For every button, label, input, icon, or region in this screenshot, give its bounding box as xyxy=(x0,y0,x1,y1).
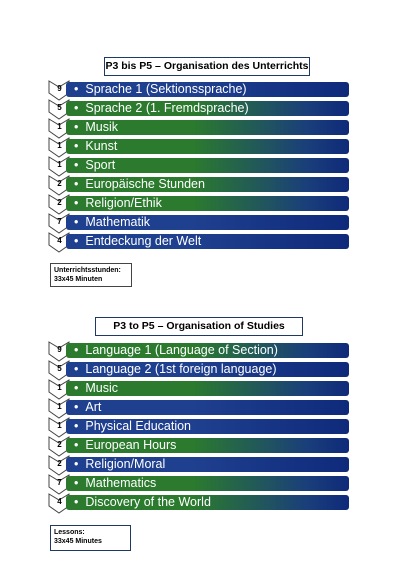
german-lesson-note xyxy=(50,263,132,287)
english-lesson-note xyxy=(50,525,131,551)
hours-number: 4 xyxy=(57,497,62,506)
subject-bar xyxy=(66,120,349,135)
hours-number: 7 xyxy=(57,478,62,487)
hours-number: 5 xyxy=(57,103,62,112)
hours-number: 1 xyxy=(57,421,62,430)
english-note-line2: 33x45 Minutes xyxy=(54,538,102,545)
hours-number: 2 xyxy=(57,459,62,468)
hours-number: 7 xyxy=(57,217,62,226)
subject-bar xyxy=(66,362,349,377)
bullet-icon: • xyxy=(74,381,79,395)
bullet-icon: • xyxy=(74,234,79,248)
english-note-line1: Lessons: xyxy=(54,529,85,536)
hours-number: 1 xyxy=(57,383,62,392)
subject-label: Europäische Stunden xyxy=(85,177,205,191)
subject-bar xyxy=(66,438,349,453)
subject-label: Music xyxy=(85,381,119,395)
bullet-icon: • xyxy=(74,419,79,433)
hours-number: 4 xyxy=(57,236,62,245)
subject-label: Physical Education xyxy=(85,419,192,433)
subject-bar xyxy=(66,82,349,97)
hours-number: 2 xyxy=(57,440,62,449)
hours-number: 2 xyxy=(57,179,62,188)
hours-number: 9 xyxy=(57,345,62,354)
german-note-line1: Unterrichtsstunden: xyxy=(54,267,121,274)
subject-label: Discovery of the World xyxy=(85,495,211,509)
english-title: P3 to P5 – Organisation of Studies xyxy=(95,317,303,336)
subject-label: Art xyxy=(85,400,102,414)
bullet-icon: • xyxy=(74,196,79,210)
subject-bar xyxy=(66,476,349,491)
subject-bar xyxy=(66,101,349,116)
subject-label: Musik xyxy=(85,120,119,134)
subject-bar xyxy=(66,158,349,173)
subject-label: Kunst xyxy=(85,139,118,153)
bullet-icon: • xyxy=(74,362,79,376)
bullet-icon: • xyxy=(74,82,79,96)
subject-label: Sprache 1 (Sektionssprache) xyxy=(85,82,247,96)
bullet-icon: • xyxy=(74,215,79,229)
bullet-icon: • xyxy=(74,139,79,153)
german-note-line2: 33x45 Minuten xyxy=(54,276,103,283)
bullet-icon: • xyxy=(74,343,79,357)
bullet-icon: • xyxy=(74,400,79,414)
subject-bar xyxy=(66,495,349,510)
hours-number: 1 xyxy=(57,160,62,169)
subject-bar xyxy=(66,139,349,154)
bullet-icon: • xyxy=(74,120,79,134)
bullet-icon: • xyxy=(74,476,79,490)
hours-number: 5 xyxy=(57,364,62,373)
subject-bar xyxy=(66,419,349,434)
subject-label: European Hours xyxy=(85,438,177,452)
subject-bar xyxy=(66,400,349,415)
subject-bar xyxy=(66,177,349,192)
hours-number: 2 xyxy=(57,198,62,207)
subject-label: Sprache 2 (1. Fremdsprache) xyxy=(85,101,249,115)
subject-label: Sport xyxy=(85,158,116,172)
bullet-icon: • xyxy=(74,177,79,191)
hours-number: 1 xyxy=(57,402,62,411)
bullet-icon: • xyxy=(74,457,79,471)
hours-number: 1 xyxy=(57,141,62,150)
subject-label: Mathematik xyxy=(85,215,150,229)
subject-bar xyxy=(66,234,349,249)
german-title: P3 bis P5 – Organisation des Unterrichts xyxy=(104,57,310,76)
subject-label: Religion/Moral xyxy=(85,457,166,471)
bullet-icon: • xyxy=(74,495,79,509)
subject-label: Language 1 (Language of Section) xyxy=(85,343,278,357)
subject-bar xyxy=(66,343,349,358)
subject-label: Mathematics xyxy=(85,476,157,490)
bullet-icon: • xyxy=(74,158,79,172)
subject-bar xyxy=(66,457,349,472)
subject-label: Religion/Ethik xyxy=(85,196,162,210)
bullet-icon: • xyxy=(74,101,79,115)
subject-bar xyxy=(66,196,349,211)
hours-number: 1 xyxy=(57,122,62,131)
subject-bar xyxy=(66,215,349,230)
hours-number: 9 xyxy=(57,84,62,93)
bullet-icon: • xyxy=(74,438,79,452)
subject-bar xyxy=(66,381,349,396)
subject-label: Language 2 (1st foreign language) xyxy=(85,362,277,376)
subject-label: Entdeckung der Welt xyxy=(85,234,202,248)
